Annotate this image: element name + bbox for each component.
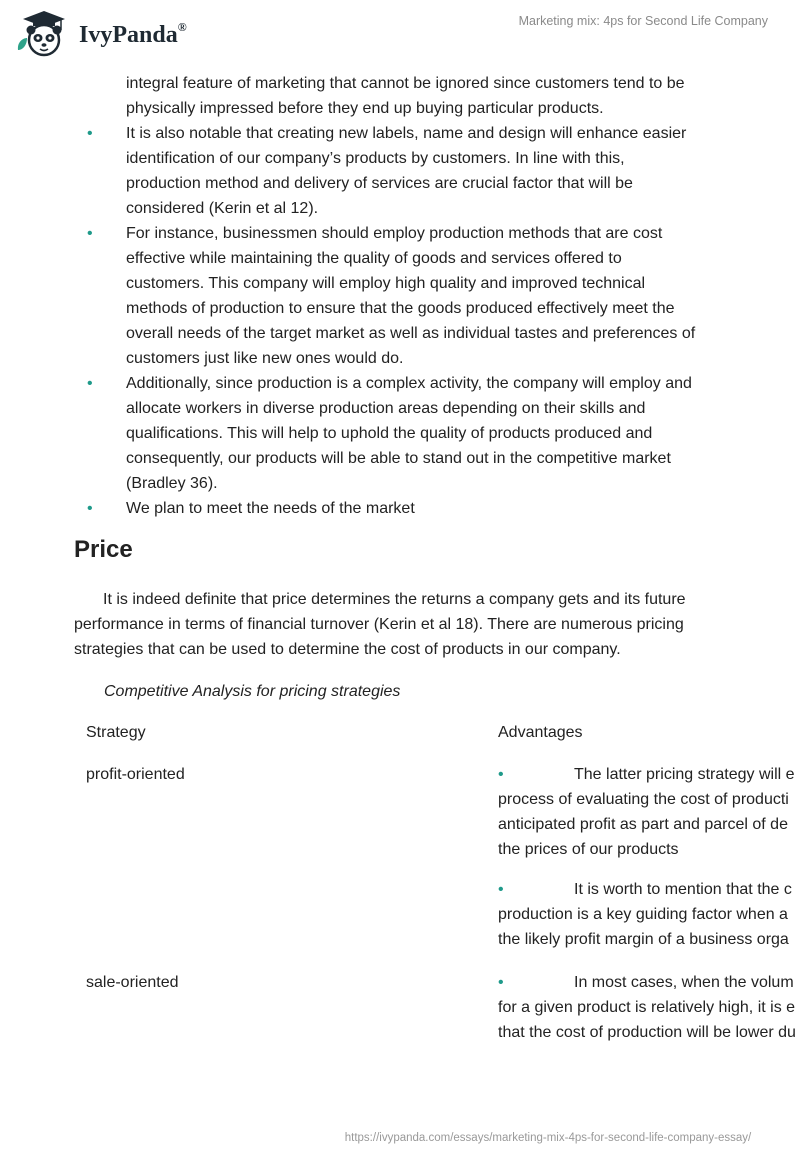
text-line: It is also notable that creating new labels, name and design will enhance easier xyxy=(126,125,687,142)
production-bullet-list xyxy=(0,71,726,521)
bullet-icon: • xyxy=(87,375,93,392)
bullet-icon: • xyxy=(87,500,93,517)
bullet-icon: • xyxy=(498,974,504,991)
ivypanda-logo[interactable] xyxy=(15,8,187,58)
table-header-advantages: Advantages xyxy=(498,724,583,741)
text-line: For instance, businessmen should employ production methods that are cost xyxy=(126,225,663,242)
panda-graduate-icon xyxy=(15,8,73,58)
advantage-item: • The latter pricing strategy will e process of evaluating the cost of producti anticipated profit as part and parcel of de the prices of our products xyxy=(498,762,800,862)
text-line: identification of our company’s products by customers. In line with this, xyxy=(126,150,625,167)
page-header xyxy=(0,0,800,70)
section-heading-price: Price xyxy=(74,536,133,563)
text-line: consequently, our products will be able to stand out in the competitive market xyxy=(126,450,671,467)
bullet-icon: • xyxy=(498,881,504,898)
advantage-item: • In most cases, when the volum for a given product is relatively high, it is e that the cost of production will be lower du xyxy=(498,970,800,1045)
bullet-icon: • xyxy=(498,766,504,783)
text-line: We plan to meet the needs of the market xyxy=(126,500,415,517)
bullet-icon: • xyxy=(87,225,93,242)
document-title: Marketing mix: 4ps for Second Life Company xyxy=(518,14,768,28)
text-line: qualifications. This will help to uphold the quality of products produced and xyxy=(126,425,653,442)
strategy-cell: sale-oriented xyxy=(86,974,179,991)
list-item xyxy=(0,496,726,521)
text-line: allocate workers in diverse production areas depending on their skills and xyxy=(126,400,646,417)
text-line: Additionally, since production is a complex activity, the company will employ and xyxy=(126,375,692,392)
text-line: effective while maintaining the quality of goods and services offered to xyxy=(126,250,622,267)
list-item-continuation xyxy=(0,71,726,121)
text-line: production method and delivery of services are crucial factor that will be xyxy=(126,175,633,192)
text-line: customers. This company will employ high quality and improved technical xyxy=(126,275,646,292)
bullet-icon: • xyxy=(87,125,93,142)
list-item xyxy=(0,371,726,496)
text-line: (Bradley 36). xyxy=(126,475,218,492)
text-line: integral feature of marketing that cannot be ignored since customers tend to be xyxy=(126,75,685,92)
list-item xyxy=(0,221,726,371)
brand-name: IvyPanda® xyxy=(79,19,187,48)
text-line: methods of production to ensure that the goods produced effectively meet the xyxy=(126,300,675,317)
text-line: customers just like new ones would do. xyxy=(126,350,404,367)
advantage-item: • It is worth to mention that the c production is a key guiding factor when a the likely profit margin of a business orga xyxy=(498,877,800,952)
text-line: considered (Kerin et al 12). xyxy=(126,200,319,217)
text-line: physically impressed before they end up buying particular products. xyxy=(126,100,604,117)
price-paragraph: It is indeed definite that price determines the returns a company gets and its future performance in terms of financial turnover (Kerin et al 18). There are numerous pricing strategies that can be used to determine the cost of products in our company. xyxy=(74,591,686,658)
list-item xyxy=(0,121,726,221)
footer-source-url[interactable]: https://ivypanda.com/essays/marketing-mix-4ps-for-second-life-company-essay/ xyxy=(344,1132,752,1144)
text-line: overall needs of the target market as well as individual tastes and preferences of xyxy=(126,325,696,342)
strategy-cell: profit-oriented xyxy=(86,766,185,783)
table-header-strategy: Strategy xyxy=(86,724,146,741)
table-caption: Competitive Analysis for pricing strategies xyxy=(104,683,401,700)
